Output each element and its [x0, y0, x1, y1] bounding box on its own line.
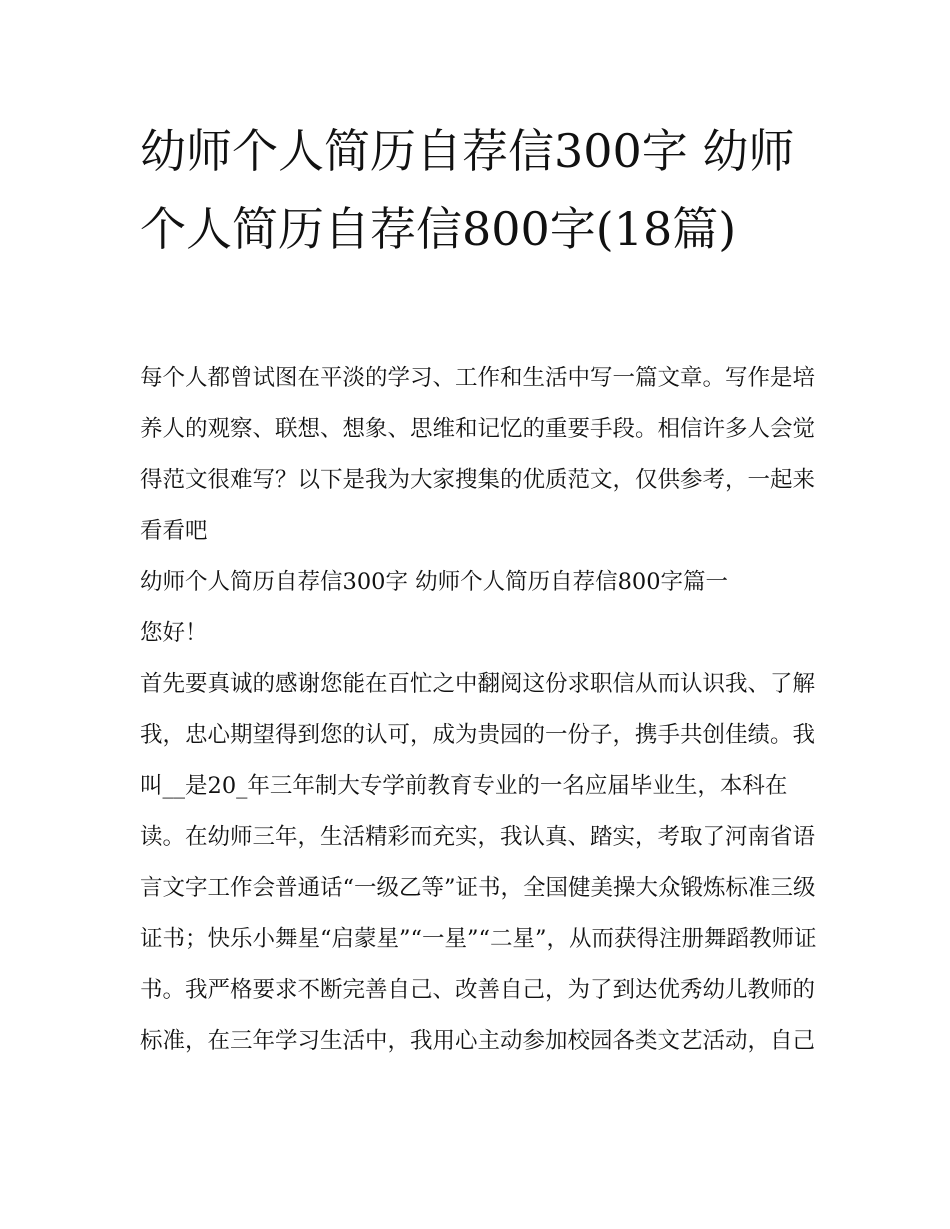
document-title: 幼师个人简历自荐信300字 幼师个人简历自荐信800字(18篇)	[140, 124, 795, 256]
document-body	[140, 353, 820, 1067]
section-heading: 幼师个人简历自荐信300字 幼师个人简历自荐信800字篇一	[140, 569, 729, 595]
intro-paragraph: 每个人都曾试图在平淡的学习、工作和生活中写一篇文章。写作是培养人的观察、联想、想象、思维和记忆的重要手段。相信许多人会觉得范文很难写？以下是我为大家搜集的优质范文，仅供参考，一起来看看吧	[140, 365, 816, 544]
salutation: 您好！	[140, 620, 208, 646]
letter-paragraph: 首先要真诚的感谢您能在百忙之中翻阅这份求职信从而认识我、了解我，忠心期望得到您的认可，成为贵园的一份子，携手共创佳绩。我叫__是20_年三年制大专学前教育专业的一名应届毕业生，本科在读。在幼师三年，生活精彩而充实，我认真、踏实，考取了河南省语言文字工作会普通话“一级乙等”证书，全国健美操大众锻炼标准三级证书；快乐小舞星“启蒙星”“一星”“二星”，从而获得注册舞蹈教师证书。我严格要求不断完善自己、改善自己，为了到达优秀幼儿教师的标准，在三年学习生活中，我用心主动参加校园各类文艺活动，自己	[140, 671, 817, 1054]
